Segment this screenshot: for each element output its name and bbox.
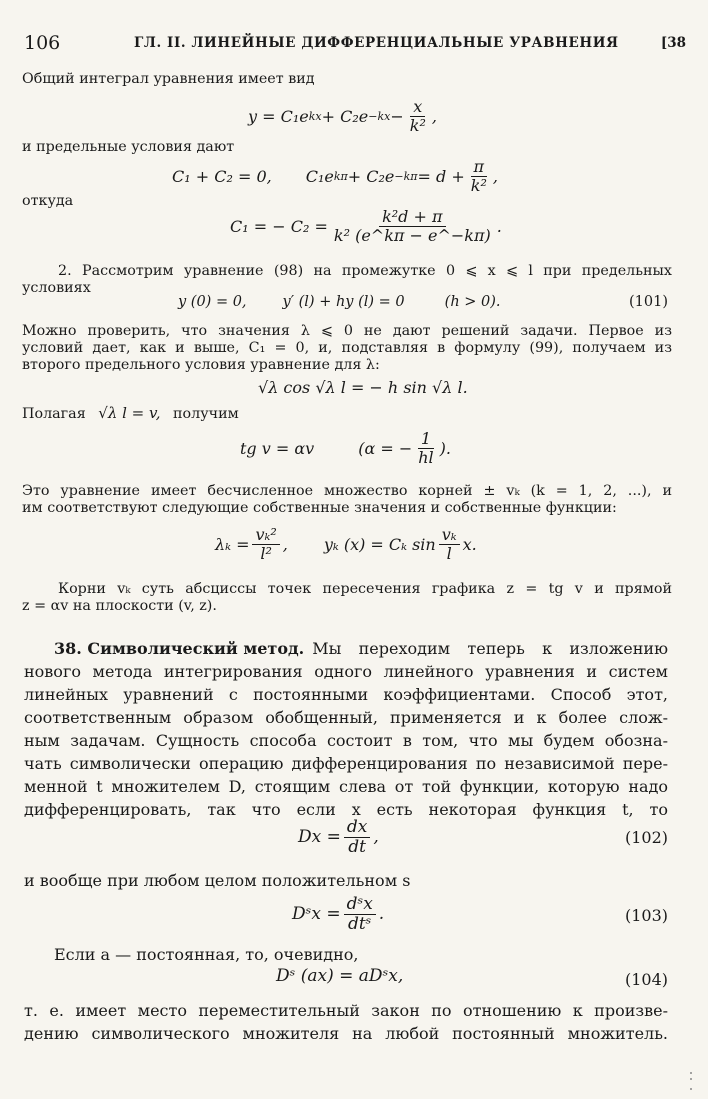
scan-mark — [690, 1088, 692, 1090]
equation-103: Dˢx = $\frac{\text{dˢx}}{\text{dtˢ}}$ . — [292, 894, 385, 934]
text-line: дифференцировать, так что если x есть некоторая функция t, то — [24, 800, 668, 819]
text-line: Корни vₖ суть абсциссы точек пересечения графика z = tg v и прямой — [58, 581, 672, 597]
text-line: т. е. имеет место переместительный закон по отношению к произве- — [24, 1001, 668, 1020]
page-number: 106 — [24, 32, 61, 54]
text-line: нового метода интегрирования одного линейного уравнения и систем — [24, 662, 668, 681]
equation-number-104: (104) — [624, 970, 668, 989]
equation-eigen: λₖ = $\frac{\text{vₖ²}}{\text{l²}}$ , yₖ (x) = Cₖ sin $\frac{\text{vₖ}}{l}$ x. — [215, 525, 477, 563]
equation-number-101: (101) — [629, 294, 668, 310]
equation-boundary-conditions: C₁ + C₂ = 0, C₁e kπ + C₂e −kπ = d + $\frac{\pi}{\text{k²}}$ , — [172, 157, 498, 195]
text-line: им соответствуют следующие собственные значения и собственные функции: — [22, 500, 617, 516]
text-line: Если a — постоянная, то, очевидно, — [54, 945, 359, 964]
equation-104: Dˢ (ax) = aDˢx, — [276, 966, 404, 986]
text-line: откуда — [22, 193, 74, 209]
text-line: менной t множителем D, стоящим слева от той функции, которую надо — [24, 777, 668, 796]
text-line: линейных уравнений с постоянными коэффициентами. Способ этот, — [24, 685, 668, 704]
page-header — [24, 32, 686, 56]
chapter-title: ГЛ. II. ЛИНЕЙНЫЕ ДИФФЕРЕНЦИАЛЬНЫЕ УРАВНЕНИЯ — [134, 35, 619, 51]
text-line: второго предельного условия уравнение для λ: — [22, 357, 380, 373]
text-line: Можно проверить, что значения λ ⩽ 0 не дают решений задачи. Первое из — [22, 323, 672, 339]
text-line: Общий интеграл уравнения имеет вид — [22, 71, 315, 87]
section-38-title: 38. Символический метод. — [54, 639, 305, 658]
text-line: условиях — [22, 280, 91, 296]
scan-mark — [690, 1072, 692, 1074]
text-line: Полагая √λ l = v, получим — [22, 404, 239, 422]
scan-mark — [690, 1078, 692, 1080]
equation-number-102: (102) — [624, 828, 668, 847]
text-line: соответственным образом обобщенный, применяется и к более слож- — [24, 708, 668, 727]
equation-tangent: tg v = αv (α = − $\frac{1}{hl}$ ). — [240, 429, 451, 467]
section-38-first-line: 38. Символический метод. Мы переходим теперь к изложению — [54, 639, 668, 658]
equation-lambda: √λ cos √λ l = − h sin √λ l. — [258, 378, 468, 397]
text-line: z = αv на плоскости (v, z). — [22, 598, 217, 614]
section-number: [38 — [660, 35, 686, 51]
equation-constants: C₁ = − C₂ = $\frac{\text{k²d + π}}{\text{k² (e\textasciicircum{}kπ − e\textasciicircum{}−kπ)}}$ . — [230, 207, 502, 245]
text-line: и вообще при любом целом положительном s — [24, 871, 411, 890]
equation-102: Dx = $\frac{dx}{dt}$ , — [298, 817, 379, 857]
text-line: 2. Рассмотрим уравнение (98) на промежутке 0 ⩽ x ⩽ l при предельных — [58, 263, 672, 279]
text-line: дению символического множителя на любой постоянный множитель. — [24, 1024, 668, 1043]
text-line: и предельные условия дают — [22, 139, 235, 155]
text-line: Это уравнение имеет бесчисленное множество корней ± vₖ (k = 1, 2, ...), и — [22, 483, 672, 499]
text-line: условий дает, как и выше, C₁ = 0, и, подставляя в формулу (99), получаем из — [22, 340, 672, 356]
equation-general-integral: y = C₁e kx + C₂e −kx − $\frac{x}{\text{k²}}$ , — [248, 97, 437, 135]
equation-number-103: (103) — [624, 906, 668, 925]
text-line: чать символически операцию дифференцирования по независимой пере- — [24, 754, 668, 773]
equation-101: y (0) = 0, y′ (l) + hy (l) = 0 (h > 0). — [178, 294, 501, 310]
text-line: ным задачам. Сущность способа состоит в том, что мы будем обозна- — [24, 731, 668, 750]
